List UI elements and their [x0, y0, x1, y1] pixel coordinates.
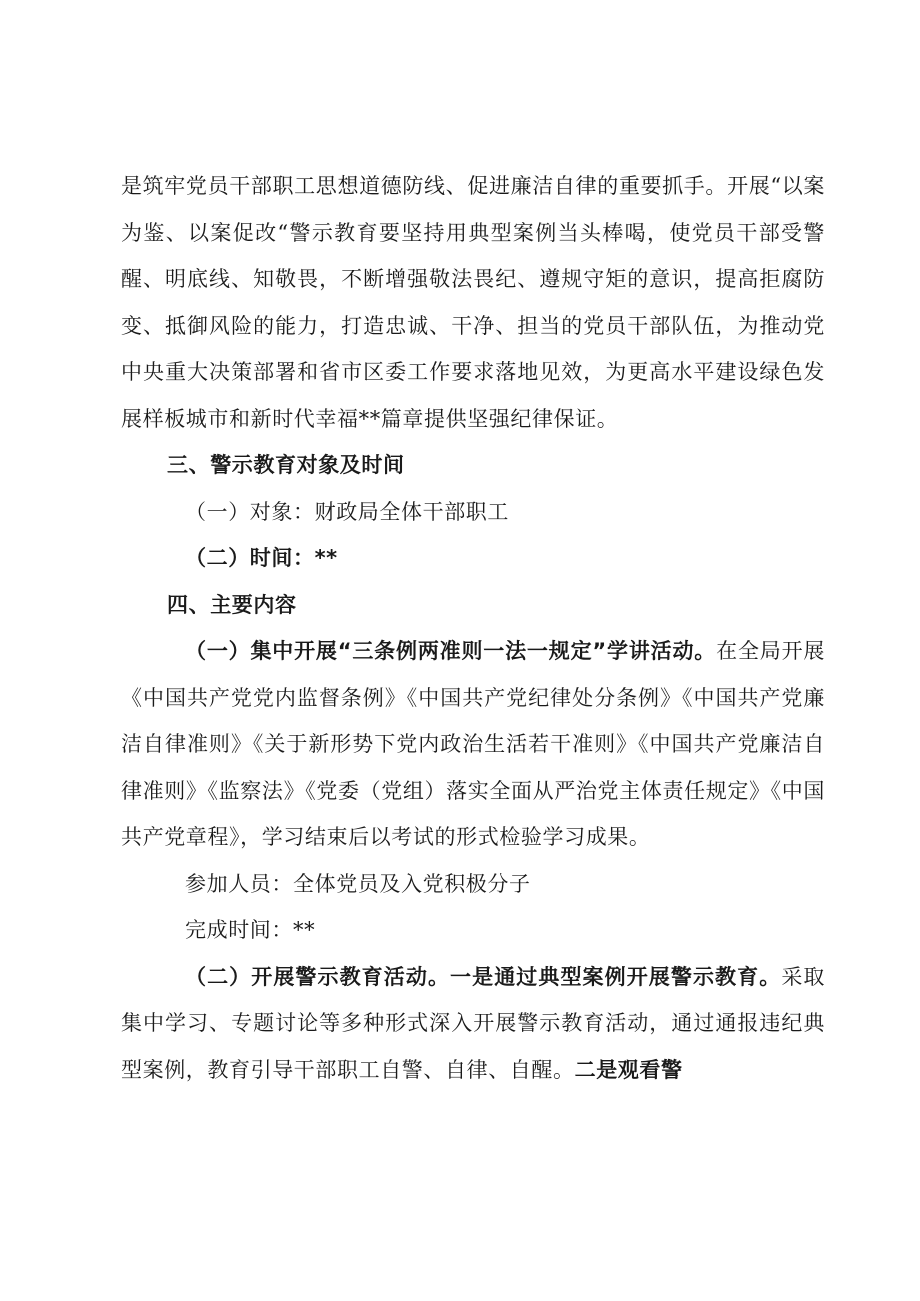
study-activity-body: 在全局开展《中国共产党党内监督条例》《中国共产党纪律处分条例》《中国共产党廉洁自律准则》《关于新形势下党内政治生活若干准则》《中国共产党廉洁自律准则》《监察法》《党委（党组）落实全面从严治党主体责任规定》《中国共产党章程》，学习结束后以考试的形式检验学习成果。: [121, 639, 826, 849]
warning-activity-title: （二）开展警示教育活动。: [185, 964, 451, 989]
section-item-target: （一）对象：财政局全体干部职工: [185, 499, 509, 524]
section-item-time: （二）时间：**: [185, 546, 338, 570]
study-activity-title: （一）集中开展“三条例两准则一法一规定”学讲活动。: [185, 639, 717, 663]
warning-activity-sub1-body: 采取集中学习、专题讨论等多种形式深入开展警示教育活动，通过通报违纪典型案例，教育引导干部职工自警、自律、自醒。: [121, 964, 825, 1082]
paragraph-study-activity: [121, 628, 825, 861]
document-body: [121, 163, 825, 1093]
section-heading-main-content: 四、主要内容: [167, 592, 297, 617]
warning-activity-sub2-title: 二是观看警: [574, 1057, 683, 1082]
section-heading-targets-time: 三、警示教育对象及时间: [167, 453, 405, 477]
paragraph-warning-activity: [121, 954, 825, 1094]
study-activity-participants: 参加人员：全体党员及入党积极分子: [185, 871, 531, 896]
warning-activity-sub1-title: 一是通过典型案例开展警示教育。: [450, 964, 782, 989]
study-activity-deadline: 完成时间：**: [185, 918, 316, 942]
paragraph-purpose: 是筑牢党员干部职工思想道德防线、促进廉洁自律的重要抓手。开展“以案为鉴、以案促改“警示教育要坚持用典型案例当头棒喝，使党员干部受警醒、明底线、知敬畏，不断增强敬法畏纪、遵规守矩的意识，提高拒腐防变、抵御风险的能力，打造忠诚、干净、担当的党员干部队伍，为推动党中央重大决策部署和省市区委工作要求落地见效，为更高水平建设绿色发展样板城市和新时代幸福**篇章提供坚强纪律保证。: [121, 174, 825, 431]
